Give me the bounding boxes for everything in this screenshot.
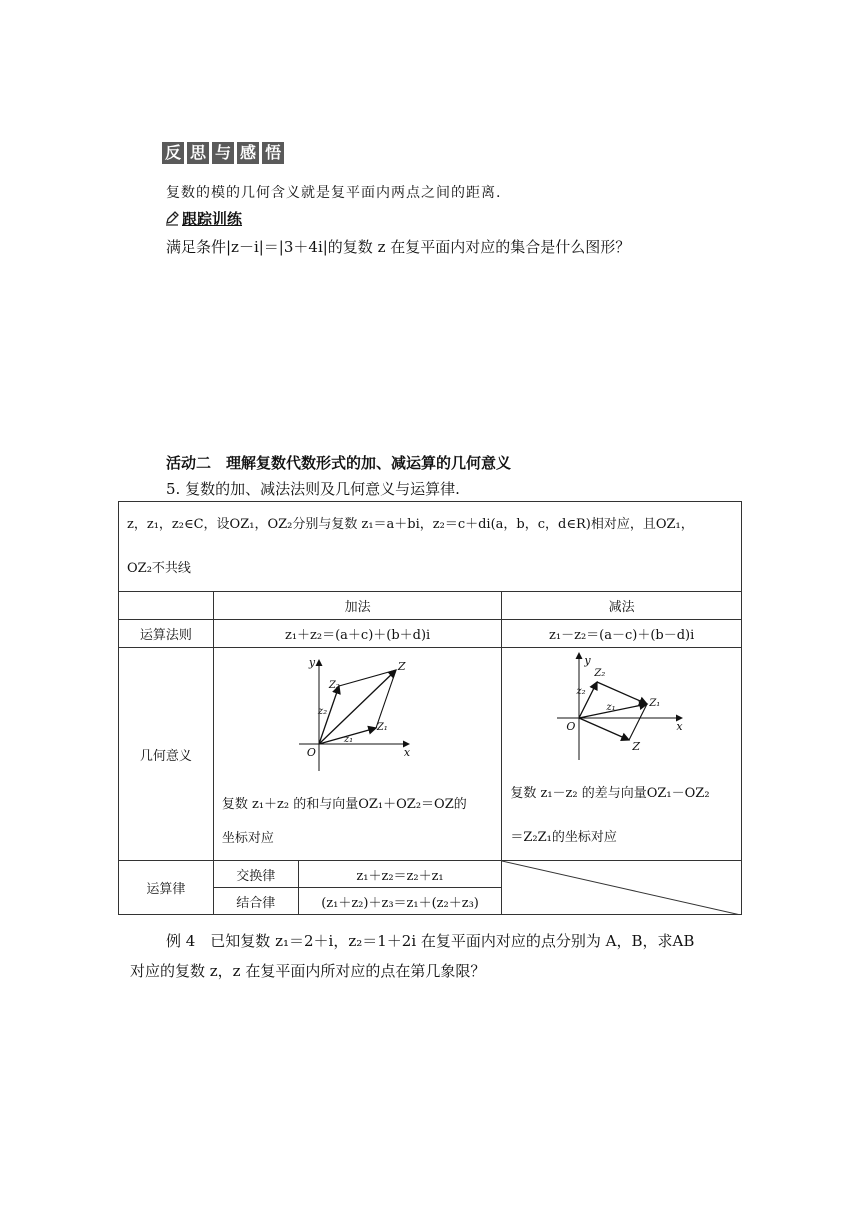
label-small-z1: z₁ [343, 734, 354, 745]
add-geo-text [214, 784, 502, 856]
sub-label-o: O [566, 720, 576, 733]
law1-expr: z₁＋z₂＝z₂＋z₁ [298, 861, 502, 888]
sub-label-small-z1: z₁ [606, 702, 616, 713]
example4-line2: 对应的复数 z，z 在复平面内所对应的点在第几象限？ [130, 962, 486, 980]
operations-table [118, 501, 742, 915]
label-small-z2: z₂ [317, 706, 328, 717]
reflection-badge [162, 142, 287, 164]
pencil-icon [164, 210, 180, 230]
add-geo-line1: 复数 z₁＋z₂ 的和与向量OZ₁＋OZ₂＝OZ的 [221, 797, 467, 812]
practice-heading [164, 208, 242, 230]
add-geo-cell [213, 648, 502, 861]
sub-label-Z2: Z₂ [594, 668, 606, 679]
reflection-text: 复数的模的几何含义就是复平面内两点之间的距离. [166, 185, 502, 201]
label-Z2: Z₂ [328, 680, 340, 691]
practice-question: 满足条件|z－i|＝|3＋4i|的复数 z 在复平面内对应的集合是什么图形？ [166, 238, 631, 256]
diagonal-line [502, 861, 741, 915]
table-intro-line1: z，z₁，z₂∈C，设OZ₁，OZ₂分别与复数 z₁＝a＋bi，z₂＝c＋di(a，b，c，d∈R)相对应，且OZ₁， [127, 516, 694, 532]
header-sub: 减法 [502, 592, 742, 620]
activity-title: 活动二 理解复数代数形式的加、减运算的几何意义 [166, 454, 512, 472]
label-x: x [403, 746, 411, 759]
law2-expr: (z₁＋z₂)＋z₃＝z₁＋(z₂＋z₃) [298, 888, 502, 915]
label-Z1: Z₁ [376, 722, 388, 733]
label-y: y [308, 656, 316, 669]
badge-char: 思 [187, 142, 209, 164]
label-Z: Z [397, 660, 406, 673]
sub-label-y: y [584, 654, 591, 667]
sub-label-x: x [676, 720, 683, 733]
sub-diagram [502, 648, 741, 768]
add-rule: z₁＋z₂＝(a＋c)＋(b＋d)i [213, 620, 502, 648]
sub-geo-line1: 复数 z₁－z₂ 的差与向量OZ₁－OZ₂ [510, 786, 710, 801]
label-o: O [306, 746, 316, 759]
table-intro [119, 502, 742, 592]
corner-cell [119, 592, 214, 620]
row-label-law: 运算律 [119, 861, 214, 915]
sub-geo-line2: ＝Z₂Z₁的坐标对应 [510, 830, 617, 845]
add-geo-line2: 坐标对应 [221, 831, 274, 846]
header-add: 加法 [213, 592, 502, 620]
badge-char: 与 [212, 142, 234, 164]
sub-geo-text [502, 768, 741, 860]
item-5: 5. 复数的加、减法法则及几何意义与运算律. [166, 480, 460, 498]
diagonal-empty-cell [502, 861, 742, 915]
law2-name: 结合律 [213, 888, 298, 915]
row-label-rule: 运算法则 [119, 620, 214, 648]
row-label-geo: 几何意义 [119, 648, 214, 861]
sub-label-Z1: Z₁ [649, 698, 661, 709]
badge-char: 悟 [262, 142, 284, 164]
table-intro-line2: OZ₂不共线 [127, 560, 191, 576]
example4-line1: 例 4 已知复数 z₁＝2＋i，z₂＝1＋2i 在复平面内对应的点分别为 A，B，求AB [166, 932, 695, 950]
law1-name: 交换律 [213, 861, 298, 888]
sub-geo-cell [502, 648, 742, 861]
practice-heading-label: 跟踪训练 [182, 210, 243, 228]
sub-label-small-z2: z₂ [576, 686, 586, 697]
badge-char: 感 [237, 142, 259, 164]
sub-label-Z: Z [632, 740, 641, 753]
sub-rule: z₁－z₂＝(a－c)＋(b－d)i [502, 620, 742, 648]
add-diagram [214, 648, 502, 784]
badge-char: 反 [162, 142, 184, 164]
